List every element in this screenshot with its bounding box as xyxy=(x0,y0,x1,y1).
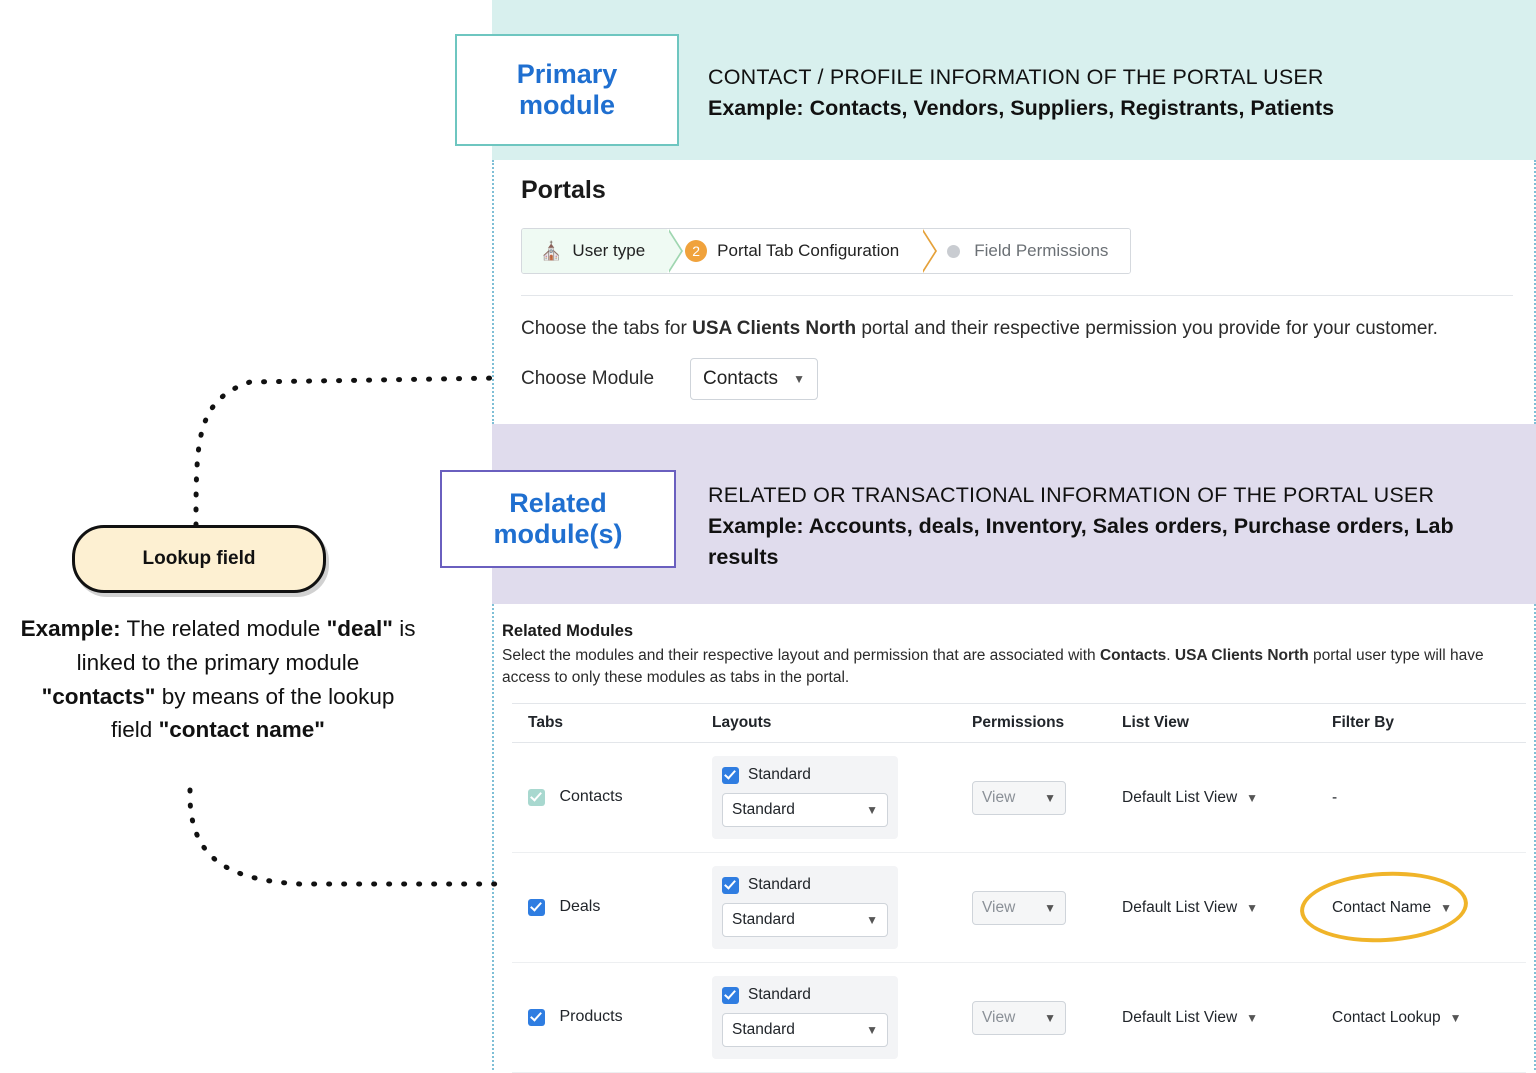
row-filter-by-cell xyxy=(1332,1009,1526,1027)
filter-by-value: Contact Name xyxy=(1332,898,1432,916)
permission-dropdown[interactable] xyxy=(972,781,1066,815)
permission-dropdown[interactable] xyxy=(972,1001,1066,1035)
row-layouts-cell xyxy=(712,976,972,1059)
column-header-tabs: Tabs xyxy=(528,714,564,731)
tab-label: Deals xyxy=(559,898,601,916)
layout-checkbox[interactable] xyxy=(722,767,739,784)
chevron-down-icon: ▼ xyxy=(1246,900,1259,915)
list-view-value: Default List View xyxy=(1122,898,1238,916)
list-view-dropdown[interactable] xyxy=(1122,899,1258,917)
choose-module-dropdown[interactable] xyxy=(690,358,818,400)
annotation-body-3: by means of the lookup field xyxy=(111,683,395,743)
related-module-callout xyxy=(440,470,676,568)
lookup-field-badge xyxy=(72,525,326,593)
chevron-down-icon: ▼ xyxy=(1246,790,1259,805)
chevron-down-icon: ▼ xyxy=(866,803,878,817)
row-list-view-cell xyxy=(1122,1009,1332,1027)
row-filter-by-cell xyxy=(1332,789,1526,807)
table-row xyxy=(512,963,1526,1073)
table-header-row xyxy=(512,704,1526,743)
related-modules-description xyxy=(502,645,1522,690)
wizard-step-field-permissions[interactable] xyxy=(921,229,1130,273)
instruction-suffix: portal and their respective permission you provide for your customer. xyxy=(856,318,1438,339)
chevron-down-icon: ▼ xyxy=(1246,1010,1259,1025)
choose-module-value: Contacts xyxy=(703,368,778,389)
wizard-step-portal-tab-configuration[interactable] xyxy=(667,229,921,273)
related-modules-title: Related Modules xyxy=(502,622,634,640)
wizard-step-portal-tab-configuration-label: Portal Tab Configuration xyxy=(717,241,900,260)
primary-module-description xyxy=(708,62,1508,124)
primary-module-heading: CONTACT / PROFILE INFORMATION OF THE PORTAL USER xyxy=(708,65,1324,89)
chevron-down-icon: ▼ xyxy=(1440,900,1452,915)
annotation-example-text xyxy=(18,612,418,747)
row-layouts-cell xyxy=(712,756,972,839)
row-permissions-cell xyxy=(972,891,1122,925)
chevron-down-icon: ▼ xyxy=(866,1023,878,1037)
layout-checkbox-row[interactable] xyxy=(722,766,888,784)
rm-desc-bold1: Contacts xyxy=(1099,647,1167,664)
layout-box xyxy=(712,976,898,1059)
list-view-dropdown[interactable] xyxy=(1122,789,1258,807)
annotation-bold-2: "contacts" xyxy=(41,683,156,709)
list-view-value: Default List View xyxy=(1122,1008,1238,1026)
permission-value: View xyxy=(982,1008,1016,1026)
layout-checkbox[interactable] xyxy=(722,987,739,1004)
layout-dropdown-value: Standard xyxy=(732,801,795,818)
annotation-bold-3: "contact name" xyxy=(158,717,325,743)
list-view-dropdown[interactable] xyxy=(1122,1009,1258,1027)
annotation-example-prefix: Example: xyxy=(20,616,121,641)
chevron-down-icon: ▼ xyxy=(1044,790,1056,805)
layout-dropdown[interactable] xyxy=(722,903,888,937)
annotation-bold-1: "deal" xyxy=(326,616,393,641)
chevron-down-icon: ▼ xyxy=(866,913,878,927)
column-header-layouts: Layouts xyxy=(712,714,772,731)
filter-by-dropdown[interactable] xyxy=(1332,1009,1461,1027)
permission-dropdown[interactable] xyxy=(972,891,1066,925)
related-module-example: Example: Accounts, deals, Inventory, Sales orders, Purchase orders, Lab results xyxy=(708,514,1454,570)
layout-checkbox[interactable] xyxy=(722,877,739,894)
step-number-badge: 2 xyxy=(685,240,707,262)
chevron-down-icon: ▼ xyxy=(793,372,805,386)
rm-desc-bold2: USA Clients North xyxy=(1174,647,1309,664)
related-module-description xyxy=(708,480,1508,574)
row-tab-cell xyxy=(512,788,712,806)
chevron-down-icon: ▼ xyxy=(1044,1010,1056,1025)
layout-dropdown[interactable] xyxy=(722,793,888,827)
permission-value: View xyxy=(982,788,1016,806)
instruction-text xyxy=(521,318,1438,340)
home-icon: ⛪ xyxy=(540,240,563,261)
list-view-value: Default List View xyxy=(1122,788,1238,806)
step-dot-icon xyxy=(947,245,960,258)
related-module-callout-label: Related module(s) xyxy=(493,487,623,549)
tab-label: Contacts xyxy=(559,788,623,806)
filter-by-value: Contact Lookup xyxy=(1332,1008,1441,1026)
tab-checkbox[interactable] xyxy=(528,899,545,916)
layout-checkbox-row[interactable] xyxy=(722,876,888,894)
chevron-down-icon: ▼ xyxy=(1044,900,1056,915)
divider xyxy=(521,295,1513,296)
row-list-view-cell xyxy=(1122,789,1332,807)
tab-checkbox[interactable] xyxy=(528,1009,545,1026)
choose-module-label: Choose Module xyxy=(521,368,655,389)
row-tab-cell xyxy=(512,1008,712,1026)
instruction-portal-name: USA Clients North xyxy=(692,318,857,339)
wizard-steps xyxy=(521,228,1131,274)
layout-checkbox-label: Standard xyxy=(748,986,811,1003)
wizard-step-user-type-label: User type xyxy=(572,241,646,260)
layout-dropdown[interactable] xyxy=(722,1013,888,1047)
layout-box xyxy=(712,866,898,949)
rm-desc-part3: portal user type will have access to only these modules as tabs in the portal. xyxy=(502,647,1484,687)
column-header-list-view: List View xyxy=(1122,714,1189,731)
annotation-body-1: The related module xyxy=(120,616,327,641)
table-row xyxy=(512,743,1526,853)
layout-box xyxy=(712,756,898,839)
primary-module-callout xyxy=(455,34,679,146)
tab-label: Products xyxy=(559,1008,623,1026)
lookup-field-label: Lookup field xyxy=(142,548,256,569)
instruction-prefix: Choose the tabs for xyxy=(521,318,693,339)
related-module-heading: RELATED OR TRANSACTIONAL INFORMATION OF THE PORTAL USER xyxy=(708,483,1435,507)
chevron-down-icon: ▼ xyxy=(1449,1010,1462,1025)
column-header-filter-by: Filter By xyxy=(1332,714,1395,731)
layout-dropdown-value: Standard xyxy=(732,911,795,928)
permission-value: View xyxy=(982,898,1016,916)
rm-desc-part2: . xyxy=(1166,647,1175,664)
rm-desc-part1: Select the modules and their respective layout and permission that are associated with xyxy=(502,647,1100,664)
row-layouts-cell xyxy=(712,866,972,949)
layout-checkbox-row[interactable] xyxy=(722,986,888,1004)
layout-dropdown-value: Standard xyxy=(732,1021,795,1038)
wizard-step-user-type[interactable] xyxy=(522,229,667,273)
primary-module-callout-label: Primary module xyxy=(516,58,618,120)
wizard-step-field-permissions-label: Field Permissions xyxy=(974,241,1109,260)
layout-checkbox-label: Standard xyxy=(748,876,811,893)
layout-checkbox-label: Standard xyxy=(748,766,811,783)
row-permissions-cell xyxy=(972,781,1122,815)
row-permissions-cell xyxy=(972,1001,1122,1035)
page-title: Portals xyxy=(521,176,606,204)
primary-module-example: Example: Contacts, Vendors, Suppliers, Registrants, Patients xyxy=(708,96,1335,121)
column-header-permissions: Permissions xyxy=(972,714,1065,731)
row-tab-cell xyxy=(512,898,712,916)
filter-by-value: - xyxy=(1332,788,1338,806)
annotation-body-2: is linked to the primary module xyxy=(76,616,416,675)
tab-checkbox[interactable] xyxy=(528,789,545,806)
